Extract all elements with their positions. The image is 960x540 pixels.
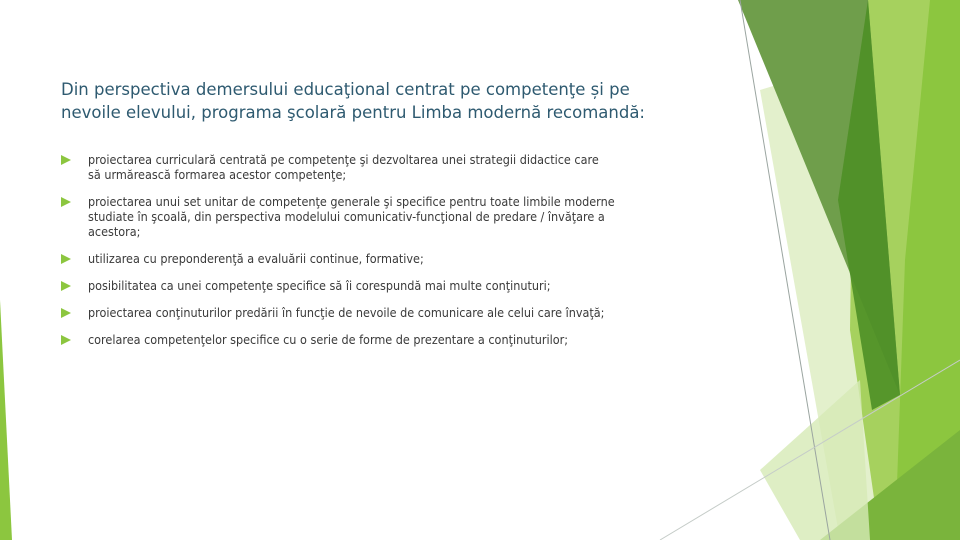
- triangle-right-icon: [61, 254, 71, 264]
- lower-pale-shape: [760, 380, 870, 540]
- bullet-text-line: proiectarea unui set unitar de competenţe generale şi specifice pentru toate limbile moderne: [88, 194, 615, 209]
- bullet-item: [61, 332, 741, 347]
- bullet-text-line: corelarea competenţelor specifice cu o serie de forme de prezentare a conţinuturilor;: [88, 332, 569, 347]
- triangle-right-icon: [61, 155, 71, 165]
- title-line-1: Din perspectiva demersului educaţional centrat pe competenţe și pe: [61, 80, 630, 99]
- slide-title: [61, 78, 721, 124]
- bullet-item: [61, 152, 741, 182]
- bullet-item: [61, 278, 741, 293]
- left-green-shape: [0, 300, 12, 540]
- bullet-text-line: posibilitatea ca unei competenţe specifice să îi corespundă mai multe conţinuturi;: [88, 278, 551, 293]
- bullet-item: [61, 305, 741, 320]
- bullet-text-line: proiectarea curriculară centrată pe competenţe şi dezvoltarea unei strategii didactice care: [88, 152, 599, 167]
- bullet-text-line: studiate în şcoală, din perspectiva modelului comunicativ-funcţional de predare / învăţare a: [88, 209, 605, 224]
- bullet-item: [61, 194, 741, 239]
- bullet-text-line: utilizarea cu preponderenţă a evaluării continue, formative;: [88, 251, 424, 266]
- bullet-text-line: acestora;: [88, 224, 141, 239]
- bullet-text-line: proiectarea conţinuturilor predării în funcţie de nevoile de comunicare ale celui care învaţă;: [88, 305, 605, 320]
- triangle-right-icon: [61, 197, 71, 207]
- triangle-right-icon: [61, 335, 71, 345]
- triangle-right-icon: [61, 308, 71, 318]
- bullet-text-line: să urmărească formarea acestor competenţe;: [88, 167, 347, 182]
- triangle-right-icon: [61, 281, 71, 291]
- bullet-list: [61, 152, 741, 359]
- title-line-2: nevoile elevului, programa şcolară pentru Limba modernă recomandă:: [61, 103, 645, 122]
- bullet-item: [61, 251, 741, 266]
